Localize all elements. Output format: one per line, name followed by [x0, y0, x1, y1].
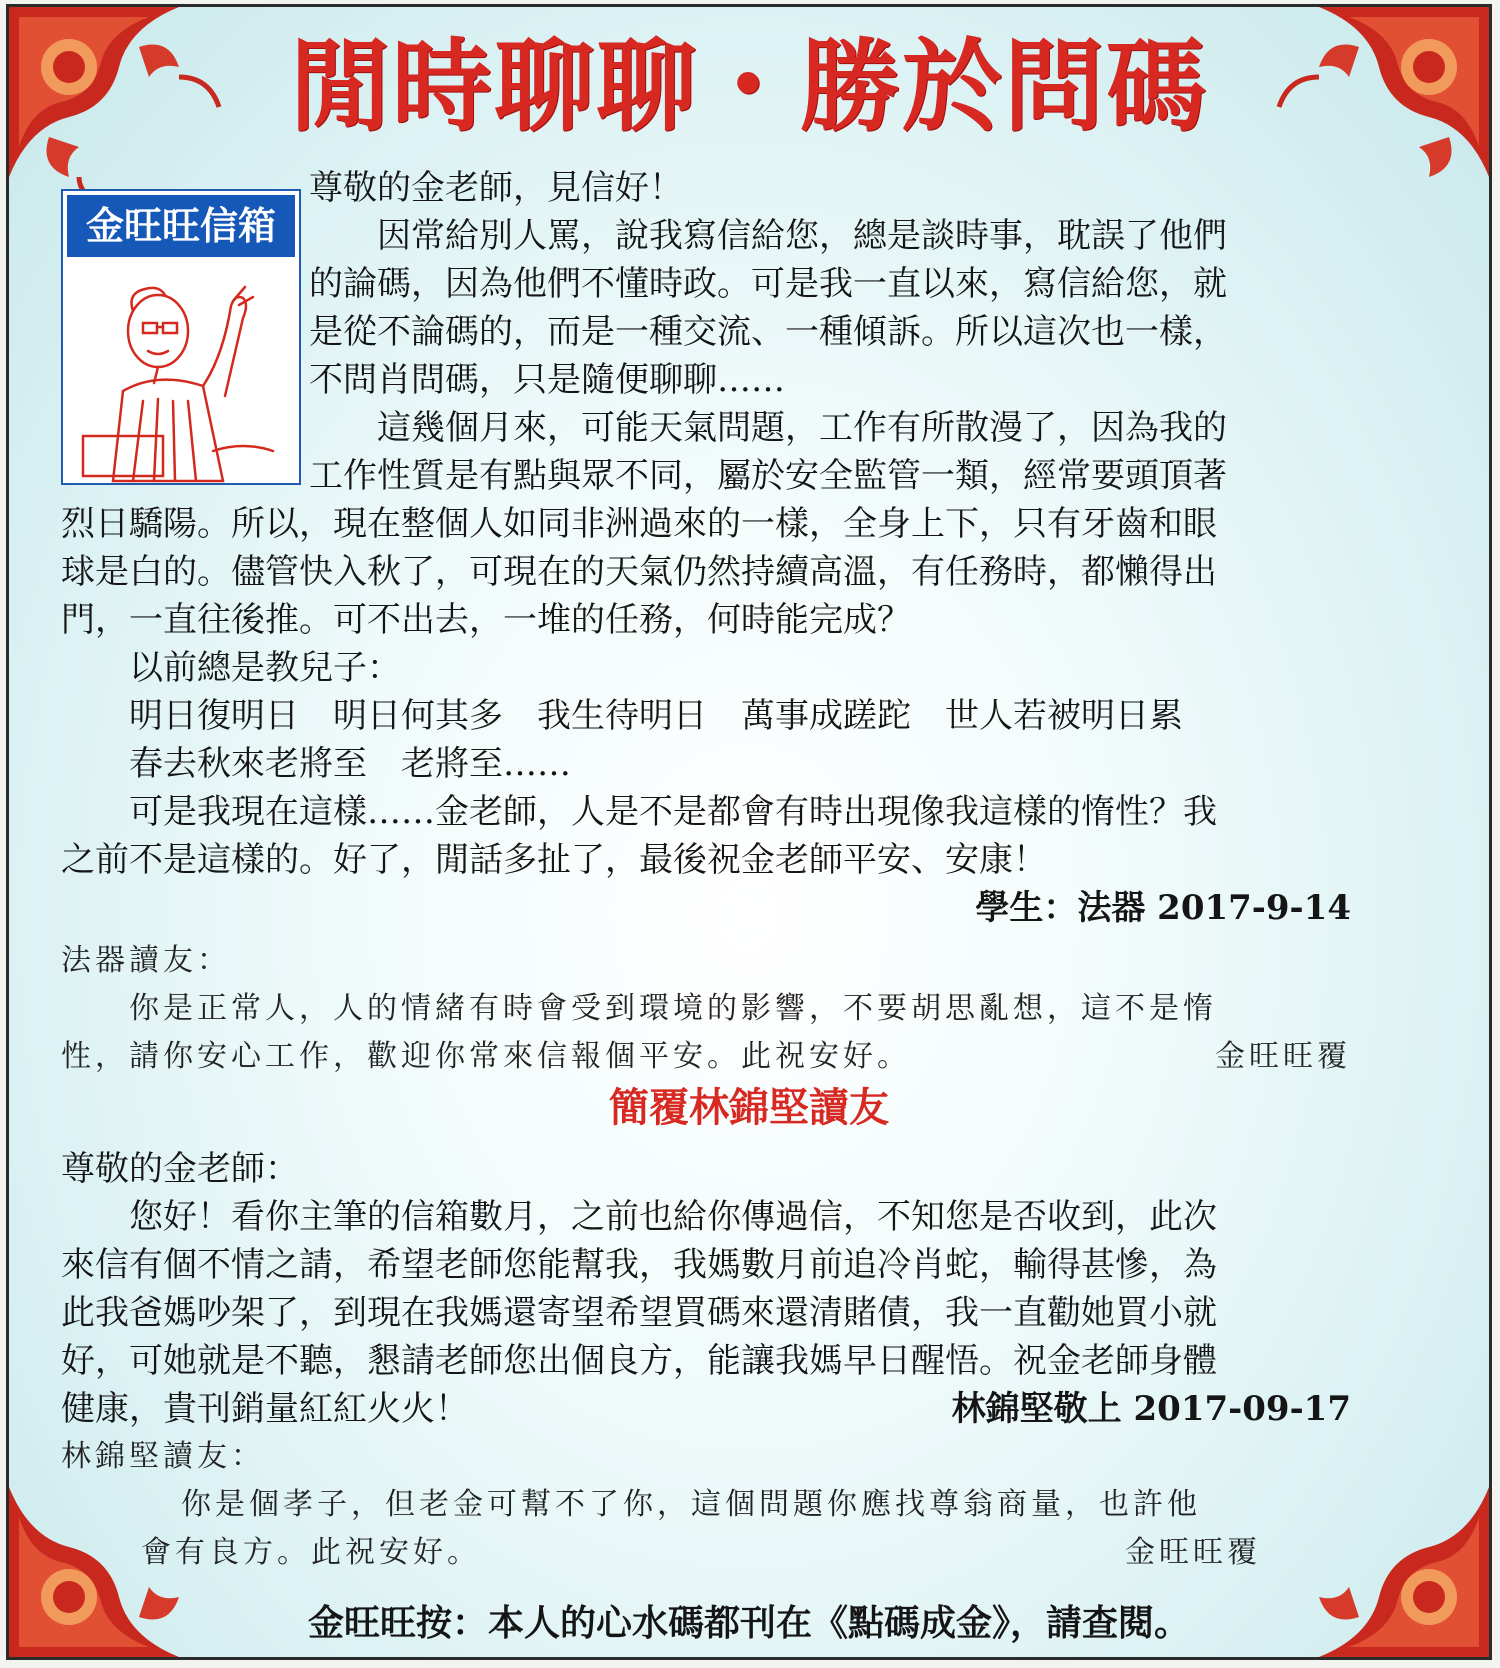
letter1-line: 球是白的。儘管快入秋了，可現在的天氣仍然持續高溫，有任務時，都懶得出 — [61, 552, 1217, 592]
reply1-line: 性，請你安心工作，歡迎你常來信報個平安。此祝安好。 — [61, 1039, 911, 1074]
newspaper-column — [6, 4, 1492, 1660]
letter1-line: 不問肖問碼，只是隨便聊聊…… — [309, 360, 785, 400]
mailbox-badge — [61, 189, 301, 485]
letter1-line: 工作性質是有點與眾不同，屬於安全監管一類，經常要頭頂著 — [309, 456, 1227, 496]
letter2-greeting: 尊敬的金老師： — [61, 1149, 299, 1189]
reply1-greeting: 法器讀友： — [61, 943, 231, 978]
letter2-line: 健康，貴刊銷量紅紅火火！ — [61, 1389, 469, 1429]
mailbox-label: 金旺旺信箱 — [67, 195, 295, 257]
letter1-line: 門，一直往後推。可不出去，一堆的任務，何時能完成？ — [61, 600, 911, 640]
reply2-signature: 金旺旺覆 — [1125, 1535, 1261, 1570]
page-title: 閒時聊聊・勝於問碼 — [290, 27, 1208, 145]
letter1-line: 因常給別人罵，說我寫信給您，總是談時事，耽誤了他們 — [309, 216, 1227, 256]
letter1-line: 烈日驕陽。所以，現在整個人如同非洲過來的一樣，全身上下，只有牙齒和眼 — [61, 504, 1217, 544]
letter1-line: 以前總是教兒子： — [61, 648, 401, 688]
reply2-line: 你是個孝子，但老金可幫不了你，這個問題你應找尊翁商量，也許他 — [181, 1487, 1201, 1522]
reply2-line: 會有良方。此祝安好。 — [141, 1535, 481, 1570]
letter1-poem-line: 明日復明日 明日何其多 我生待明日 萬事成蹉跎 世人若被明日累 — [61, 696, 1183, 736]
letter2-line: 您好！看你主筆的信箱數月，之前也給你傳過信，不知您是否收到，此次 — [61, 1197, 1217, 1237]
reply2-greeting: 林錦堅讀友： — [61, 1439, 265, 1474]
reply1-signature: 金旺旺覆 — [1215, 1039, 1351, 1074]
reply1-line: 你是正常人，人的情緒有時會受到環境的影響，不要胡思亂想，這不是惰 — [61, 991, 1217, 1026]
teacher-cartoon-illustration — [63, 261, 299, 483]
letter2-line: 好，可她就是不聽，懇請老師您出個良方，能讓我媽早日醒悟。祝金老師身體 — [61, 1341, 1217, 1381]
letter2-line: 此我爸媽吵架了，到現在我媽還寄望希望買碼來還清賭債，我一直勸她買小就 — [61, 1293, 1217, 1333]
letter1-line: 的論碼，因為他們不懂時政。可是我一直以來，寫信給您，就 — [309, 264, 1227, 304]
letter1-poem-line: 春去秋來老將至 老將至…… — [61, 744, 571, 784]
letter1-line: 尊敬的金老師，見信好！ — [309, 168, 683, 208]
section2-heading: 簡覆林錦堅讀友 — [609, 1085, 889, 1131]
letter1-line: 之前不是這樣的。好了，閒話多扯了，最後祝金老師平安、安康！ — [61, 840, 1047, 880]
letter1-line: 可是我現在這樣……金老師，人是不是都會有時出現像我這樣的惰性？我 — [61, 792, 1217, 832]
letter1-line: 這幾個月來，可能天氣問題，工作有所散漫了，因為我的 — [309, 408, 1227, 448]
letter1-signature: 學生：法器 2017-9-14 — [975, 888, 1351, 928]
letter1-line: 是從不論碼的，而是一種交流、一種傾訴。所以這次也一樣， — [309, 312, 1227, 352]
letter2-line: 來信有個不情之請，希望老師您能幫我，我媽數月前追冷肖蛇，輸得甚慘，為 — [61, 1245, 1217, 1285]
footer-note: 金旺旺按：本人的心水碼都刊在《點碼成金》，請查閱。 — [307, 1603, 1190, 1644]
letter2-signature: 林錦堅敬上 2017-09-17 — [951, 1389, 1351, 1429]
